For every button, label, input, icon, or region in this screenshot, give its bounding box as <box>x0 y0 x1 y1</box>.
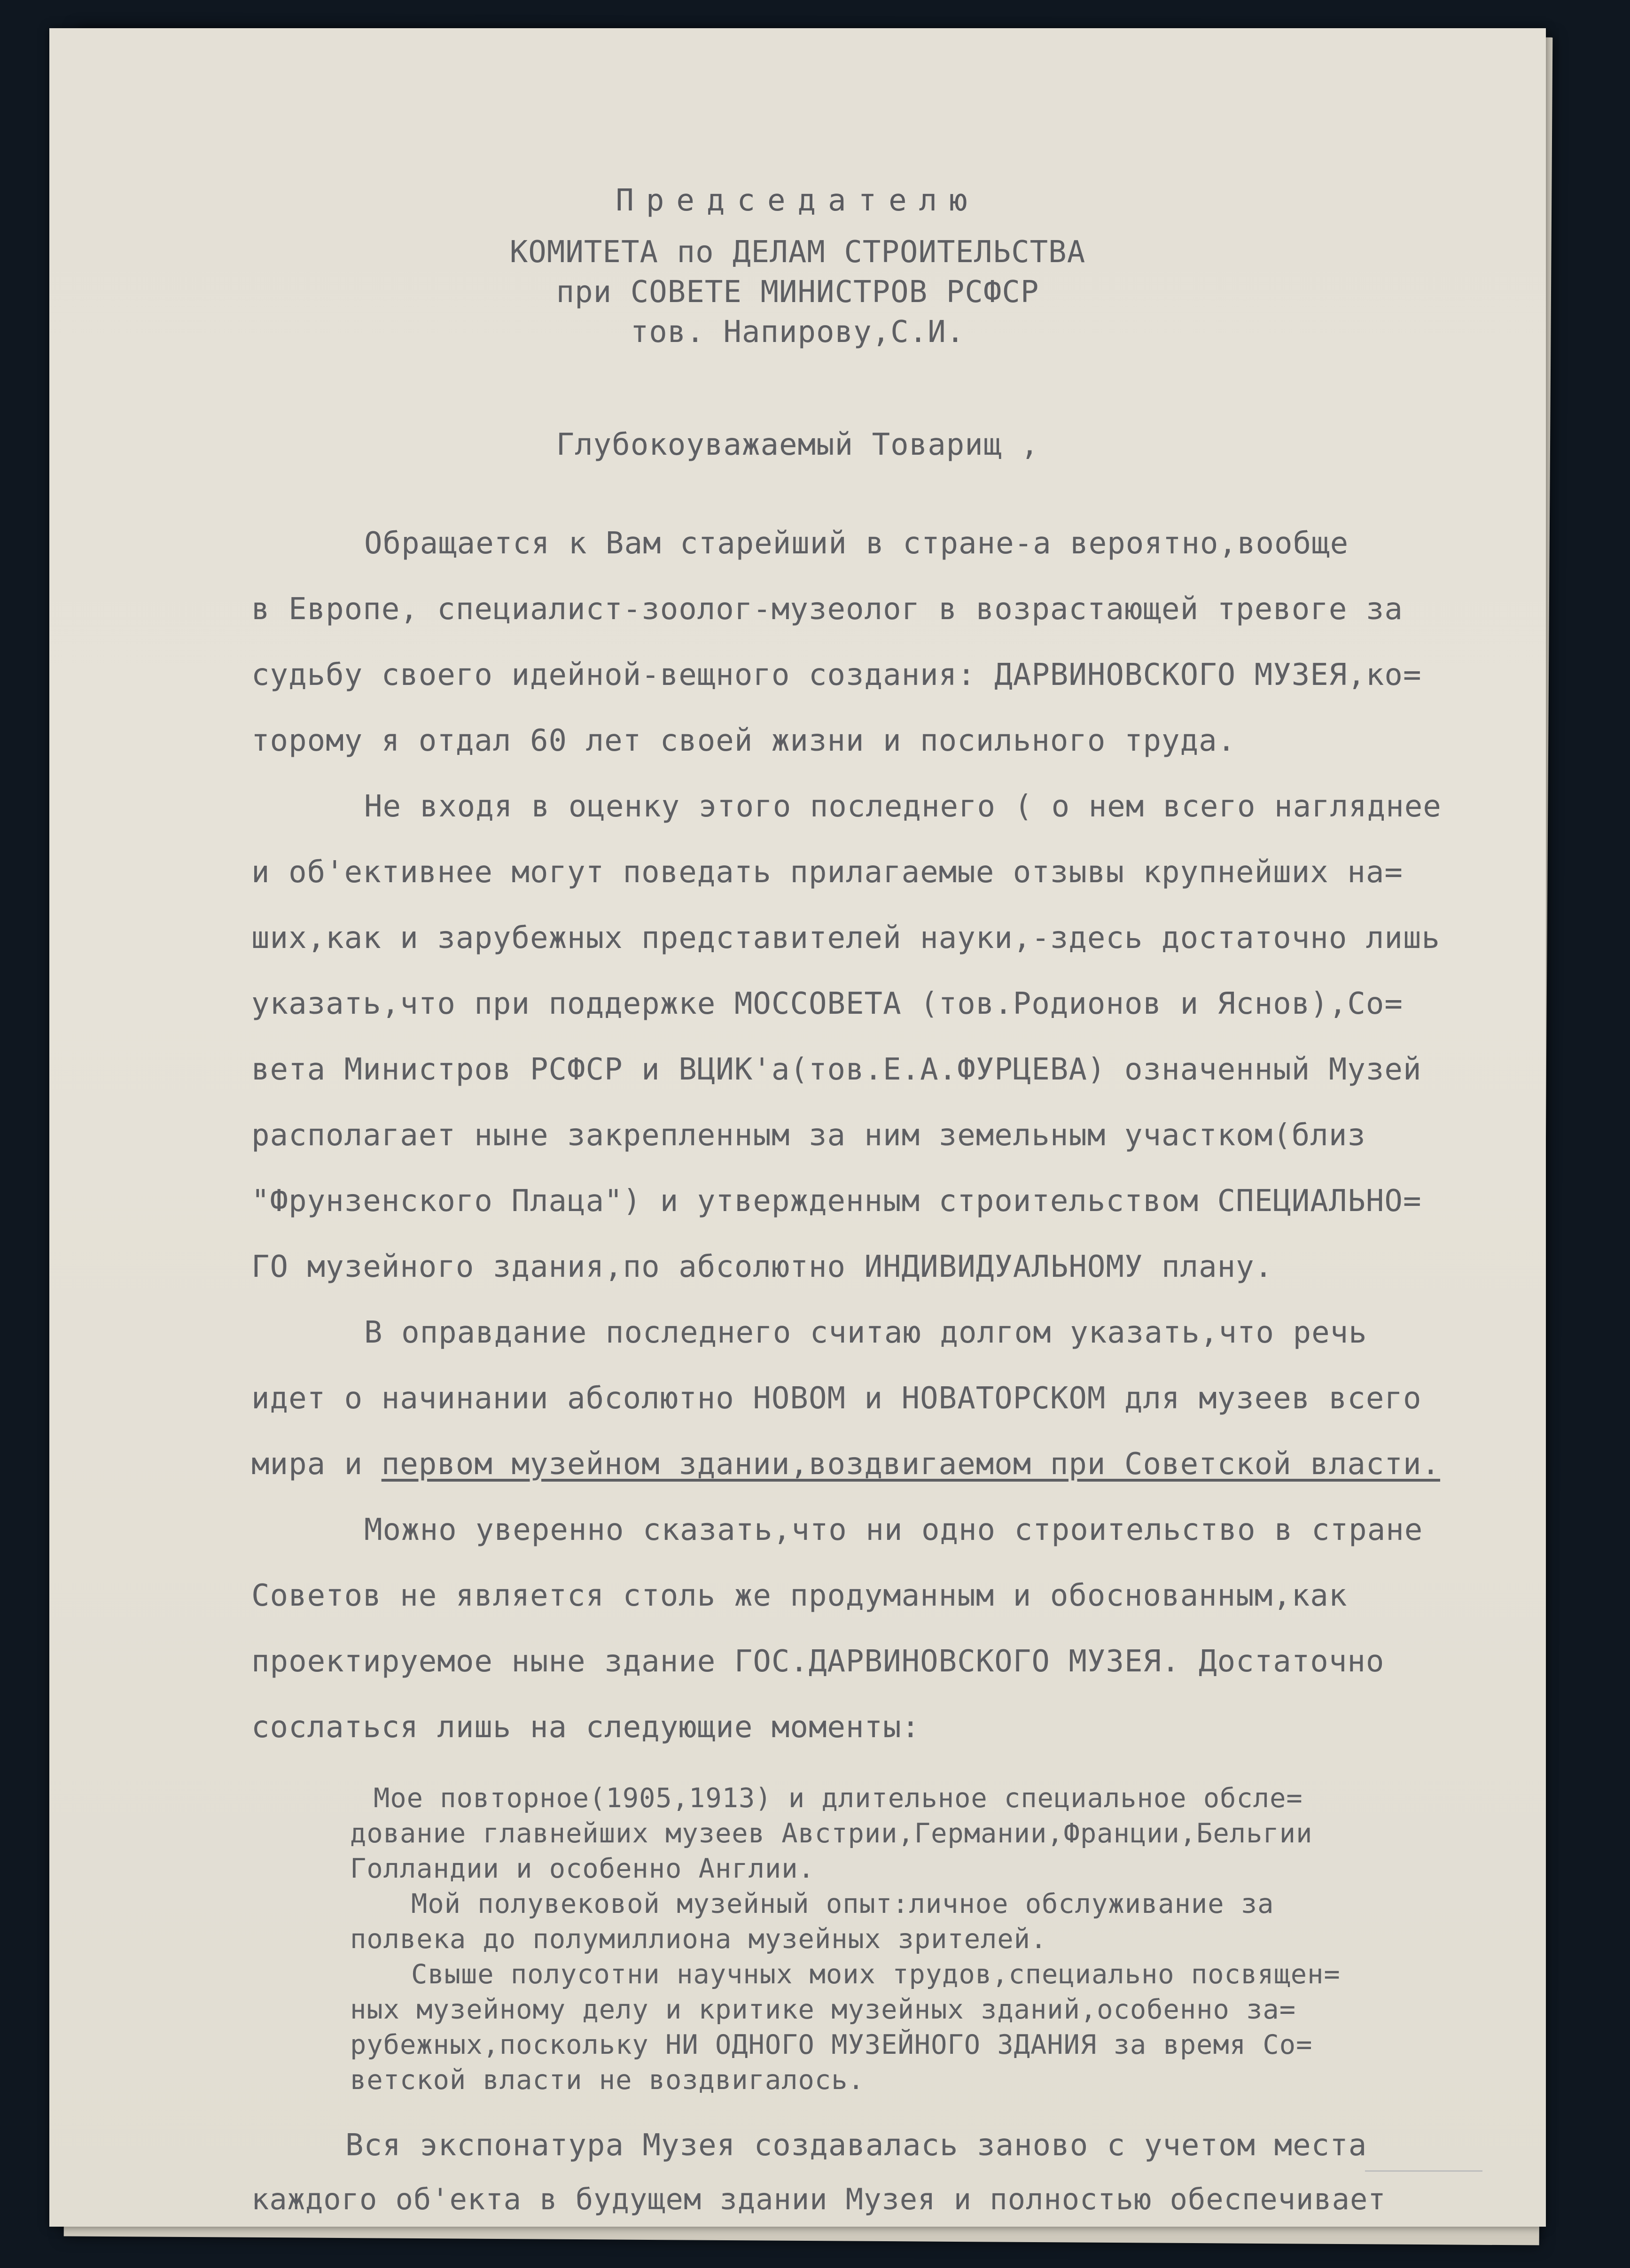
paragraph3-line3-underlined: первом музейном здании,воздвигаемом при Советской власти. <box>381 1447 1440 1482</box>
addressee-committee: КОМИТЕТА по ДЕЛАМ СТРОИТЕЛЬСТВА <box>509 235 1086 270</box>
paragraph2-line8: ГО музейного здания,по абсолютно ИНДИВИДУАЛЬНОМУ плану. <box>251 1250 1273 1284</box>
points-line9: ветской власти не воздвигалось. <box>350 2065 865 2096</box>
addressee-title: Председателю <box>616 183 980 218</box>
paragraph1-line2: в Европе, специалист-зоолог-музеолог в возрастающей тревоге за <box>251 592 1403 627</box>
paragraph2-line4: указать,что при поддержке МОССОВЕТА (тов.Родионов и Яснов),Со= <box>251 986 1403 1021</box>
paragraph1-line3: судьбу своего идейной-вещного создания: ДАРВИНОВСКОГО МУЗЕЯ,ко= <box>251 658 1422 692</box>
paragraph2-line7: "Фрунзенского Плаца") и утвержденным строительством СПЕЦИАЛЬНО= <box>251 1184 1422 1219</box>
paragraph1-line1: Обращается к Вам старейший в стране-а вероятно,вообще <box>364 526 1349 561</box>
paragraph3-line1: В оправдание последнего считаю долгом указать,что речь <box>364 1315 1367 1350</box>
points-line5: полвека до полумиллиона музейных зрителей. <box>350 1924 1047 1955</box>
points-line3: Голландии и особенно Англии. <box>350 1853 815 1884</box>
paragraph4-line2: Советов не является столь же продуманным и обоснованным,как <box>251 1578 1348 1613</box>
letter-page <box>49 28 1546 2227</box>
paragraph2-line1: Не входя в оценку этого последнего ( о нем всего нагляднее <box>364 789 1442 824</box>
paragraph3-line3 <box>251 1447 1440 1482</box>
paragraph2-line3: ших,как и зарубежных представителей науки,-здесь достаточно лишь <box>251 921 1440 955</box>
points-line8: рубежных,поскольку НИ ОДНОГО МУЗЕЙНОГО ЗДАНИЯ за время Со= <box>350 2029 1313 2060</box>
points-line2: дование главнейших музеев Австрии,Германии,Франции,Бельгии <box>350 1818 1313 1849</box>
paragraph2-line6: располагает ныне закрепленным за ним земельным участком(близ <box>251 1118 1366 1153</box>
salutation: Глубокоуважаемый Товарищ , <box>556 427 1039 462</box>
points-line7: ных музейному делу и критике музейных зданий,особенно за= <box>350 1994 1296 2025</box>
faint-stamp-mark <box>1365 2170 1482 2205</box>
paragraph4-line1: Можно уверенно сказать,что ни одно строительство в стране <box>364 1513 1423 1547</box>
paragraph5-line1: Вся экспонатура Музея создавалась заново с учетом места <box>345 2128 1367 2163</box>
paragraph4-line3: проектируемое ныне здание ГОС.ДАРВИНОВСКОГО МУЗЕЯ. Достаточно <box>251 1644 1385 1679</box>
paragraph2-line2: и об'ективнее могут поведать прилагаемые отзывы крупнейших на= <box>251 855 1403 890</box>
points-line1: Мое повторное(1905,1913) и длительное специальное обсле= <box>374 1783 1303 1814</box>
paragraph4-line4: сослаться лишь на следующие моменты: <box>251 1710 920 1745</box>
paragraph3-line2: идет о начинании абсолютно НОВОМ и НОВАТОРСКОМ для музеев всего <box>251 1381 1422 1416</box>
paragraph2-line5: вета Министров РСФСР и ВЦИК'а(тов.Е.А.ФУРЦЕВА) означенный Музей <box>251 1052 1422 1087</box>
paragraph5-line2: каждого об'екта в будущем здании Музея и полностью обеспечивает <box>251 2182 1386 2216</box>
points-line6: Свыше полусотни научных моих трудов,специально посвящен= <box>411 1959 1341 1990</box>
paragraph3-line3-plain: мира и <box>251 1447 382 1482</box>
addressee-council: при СОВЕТЕ МИНИСТРОВ РСФСР <box>556 275 1039 310</box>
addressee-name: тов. Напирову,С.И. <box>630 315 965 350</box>
paragraph1-line4: торому я отдал 60 лет своей жизни и посильного труда. <box>251 723 1236 758</box>
points-line4: Мой полувековой музейный опыт:личное обслуживание за <box>411 1888 1274 1919</box>
